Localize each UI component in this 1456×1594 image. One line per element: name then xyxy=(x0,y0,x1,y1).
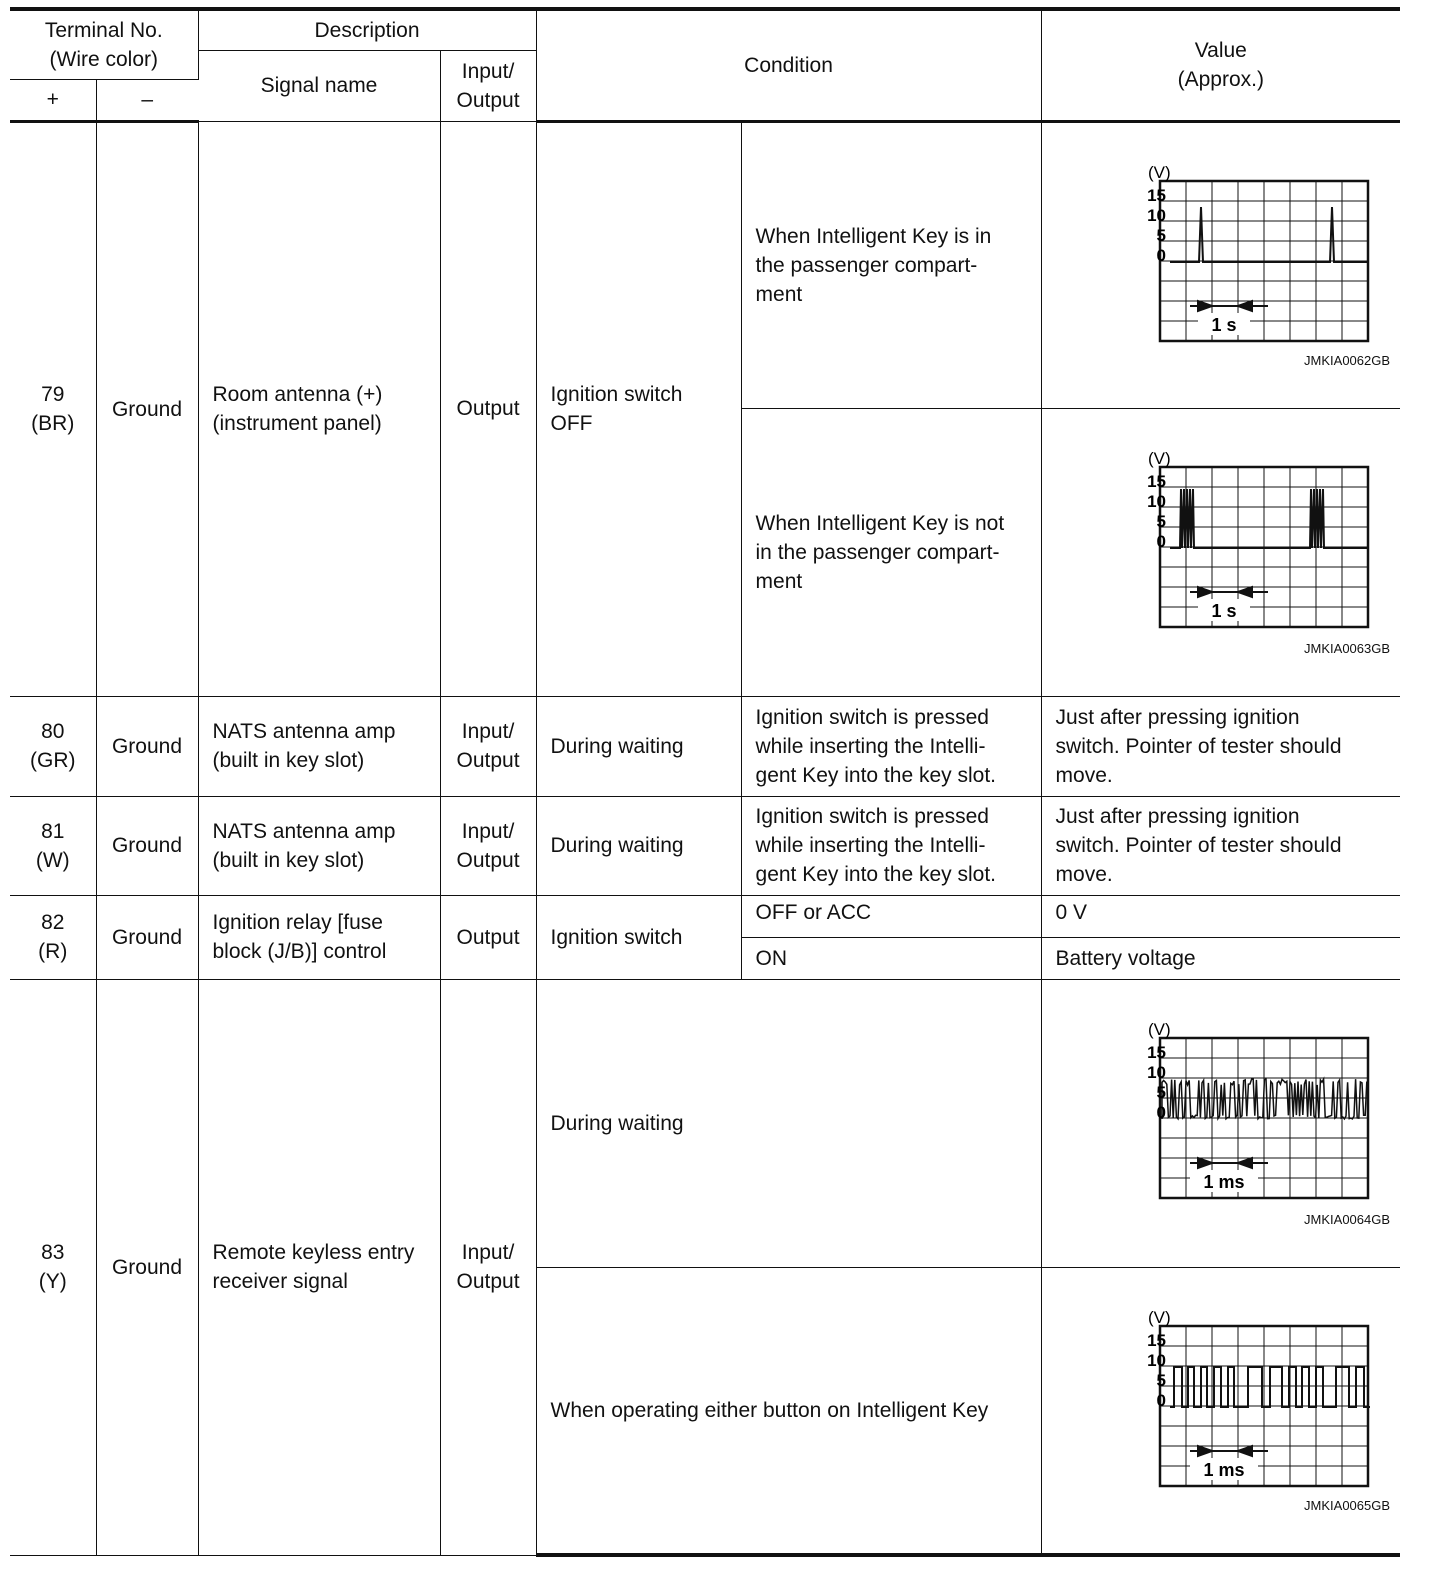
value-cell: 0 V xyxy=(1041,895,1400,937)
io-cell: Input/ Output xyxy=(440,696,536,796)
io-cell: Input/ Output xyxy=(440,796,536,895)
condition-cell: Ignition switch xyxy=(536,895,741,979)
y-tick-label: 0 xyxy=(1156,245,1166,265)
oscilloscope-waveform xyxy=(1090,1308,1390,1508)
signal-name-cell: Room antenna (+) (instrument panel) xyxy=(198,121,440,696)
value-cell: Just after pressing ignition switch. Pointer of tester should move. xyxy=(1041,796,1400,895)
signal-name-cell: Ignition relay [fuse block (J/B)] control xyxy=(198,895,440,979)
sub-condition-cell: When Intelligent Key is not in the passenger compart- ment xyxy=(741,408,1041,696)
oscilloscope-waveform xyxy=(1090,163,1390,363)
y-tick-label: 10 xyxy=(1146,205,1166,225)
y-tick-label: 15 xyxy=(1146,1042,1166,1062)
terminal-no-header: Terminal No. (Wire color) xyxy=(10,9,198,79)
signal-name-cell: NATS antenna amp (built in key slot) xyxy=(198,696,440,796)
waveform-cell xyxy=(1041,121,1400,408)
condition-cell: During waiting xyxy=(536,796,741,895)
table-row xyxy=(10,796,1400,895)
time-scale-label: 1 ms xyxy=(1203,1171,1245,1192)
y-tick-label: 10 xyxy=(1146,1062,1166,1082)
value-cell: Just after pressing ignition switch. Pointer of tester should move. xyxy=(1041,696,1400,796)
sub-condition-cell: ON xyxy=(741,937,1041,979)
ground-cell: Ground xyxy=(96,796,198,895)
time-scale-label: 1 s xyxy=(1211,314,1237,335)
waveform-cell xyxy=(1041,408,1400,696)
description-header: Description xyxy=(198,9,536,50)
sub-condition-cell: Ignition switch is pressed while inserting the Intelli- gent Key into the key slot. xyxy=(741,796,1041,895)
time-scale-marker xyxy=(1190,1446,1268,1456)
ground-cell: Ground xyxy=(96,979,198,1555)
sub-condition-cell: Ignition switch is pressed while inserting the Intelli- gent Key into the key slot. xyxy=(741,696,1041,796)
condition-cell: During waiting xyxy=(536,696,741,796)
ground-cell: Ground xyxy=(96,895,198,979)
input-output-header: Input/ Output xyxy=(440,50,536,121)
y-tick-label: 5 xyxy=(1156,1370,1166,1390)
figure-id: JMKIA0063GB xyxy=(1304,640,1391,656)
signal-name-cell: NATS antenna amp (built in key slot) xyxy=(198,796,440,895)
time-scale-marker xyxy=(1190,587,1268,597)
y-tick-label: 0 xyxy=(1156,531,1166,551)
y-unit-label: (V) xyxy=(1147,448,1171,468)
y-unit-label: (V) xyxy=(1147,1019,1171,1039)
time-scale-label: 1 s xyxy=(1211,600,1237,621)
y-tick-label: 10 xyxy=(1146,491,1166,511)
y-tick-label: 5 xyxy=(1156,1082,1166,1102)
terminal-spec-table xyxy=(10,7,1400,1557)
waveform-cell xyxy=(1041,1267,1400,1555)
table-row xyxy=(10,121,1400,408)
io-cell: Output xyxy=(440,121,536,696)
table-row xyxy=(10,696,1400,796)
y-tick-label: 10 xyxy=(1146,1350,1166,1370)
ground-cell: Ground xyxy=(96,696,198,796)
table-row xyxy=(10,979,1400,1267)
table-row xyxy=(10,895,1400,937)
figure-id: JMKIA0064GB xyxy=(1304,1211,1391,1227)
y-tick-label: 0 xyxy=(1156,1390,1166,1410)
oscilloscope-waveform xyxy=(1090,449,1390,649)
terminal-cell: 80 (GR) xyxy=(10,696,96,796)
time-scale-marker xyxy=(1190,1158,1268,1168)
time-scale-label: 1 ms xyxy=(1203,1459,1245,1480)
y-tick-label: 5 xyxy=(1156,511,1166,531)
sub-condition-cell: OFF or ACC xyxy=(741,895,1041,937)
y-tick-label: 0 xyxy=(1156,1102,1166,1122)
terminal-cell: 79 (BR) xyxy=(10,121,96,696)
plus-header: + xyxy=(10,79,96,121)
terminal-cell: 83 (Y) xyxy=(10,979,96,1555)
time-scale-marker xyxy=(1190,301,1268,311)
signal-name-header: Signal name xyxy=(198,50,440,121)
y-tick-label: 15 xyxy=(1146,471,1166,491)
y-unit-label: (V) xyxy=(1147,162,1171,182)
condition-cell: When operating either button on Intelligent Key xyxy=(536,1267,1041,1555)
y-unit-label: (V) xyxy=(1147,1307,1171,1327)
value-header: Value (Approx.) xyxy=(1041,9,1400,121)
figure-id: JMKIA0065GB xyxy=(1304,1498,1391,1513)
condition-cell: During waiting xyxy=(536,979,1041,1267)
y-tick-label: 5 xyxy=(1156,225,1166,245)
oscilloscope-waveform xyxy=(1090,1020,1390,1220)
figure-id: JMKIA0062GB xyxy=(1304,352,1391,368)
condition-header: Condition xyxy=(536,9,1041,121)
io-cell: Input/ Output xyxy=(440,979,536,1555)
signal-name-cell: Remote keyless entry receiver signal xyxy=(198,979,440,1555)
y-tick-label: 15 xyxy=(1146,185,1166,205)
waveform-cell xyxy=(1041,979,1400,1267)
condition-cell: Ignition switch OFF xyxy=(536,121,741,696)
ground-cell: Ground xyxy=(96,121,198,696)
value-cell: Battery voltage xyxy=(1041,937,1400,979)
sub-condition-cell: When Intelligent Key is in the passenger compart- ment xyxy=(741,121,1041,408)
io-cell: Output xyxy=(440,895,536,979)
minus-header: – xyxy=(96,79,198,121)
y-tick-label: 15 xyxy=(1146,1330,1166,1350)
terminal-cell: 82 (R) xyxy=(10,895,96,979)
terminal-cell: 81 (W) xyxy=(10,796,96,895)
